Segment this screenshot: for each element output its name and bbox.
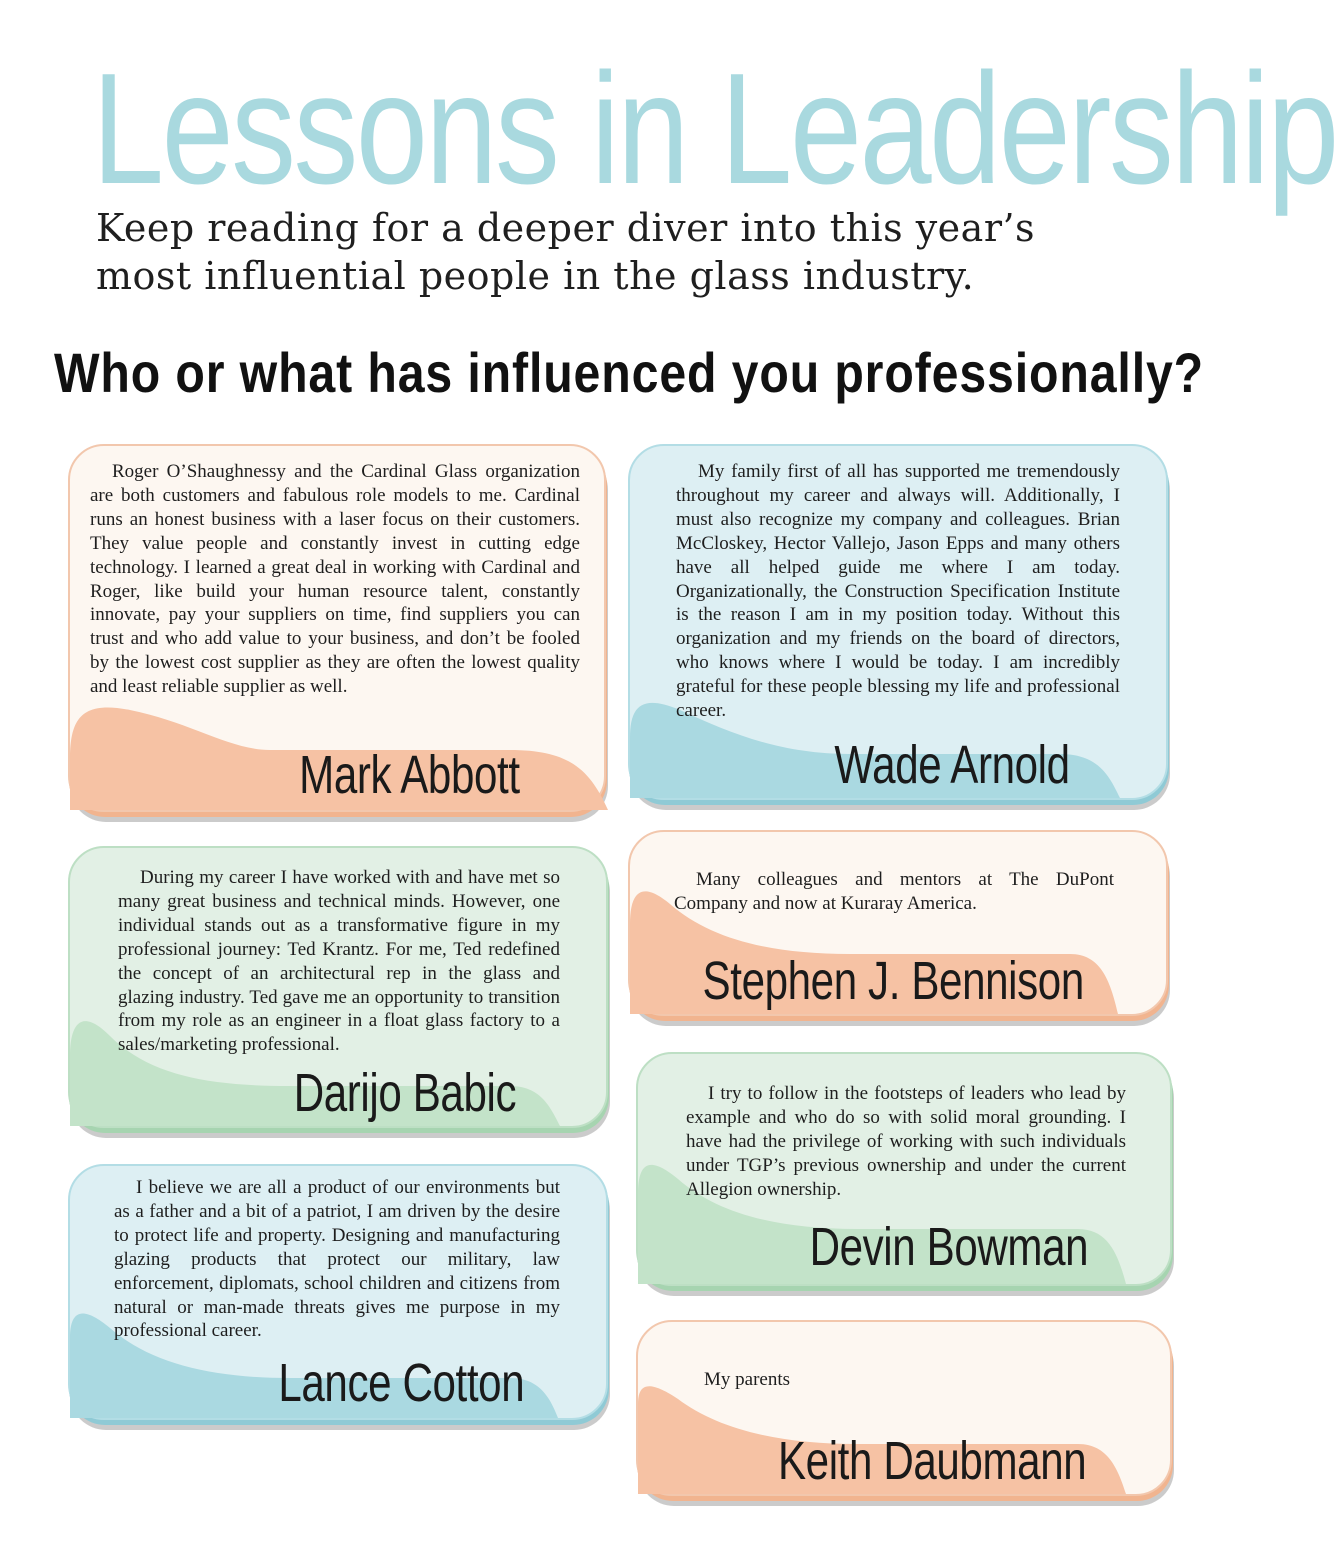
card-body	[68, 846, 608, 1128]
card-name: Stephen J. Bennison	[702, 951, 1084, 1011]
card-quote: During my career I have worked with and have met so many great business and technical minds. However, one individual stands out as a transformative figure in my professional journey: Ted Krantz. For me, Ted redefined the concept of an architectural rep in the glass and glazing industry. Ted gave me an opportunity to transition from my role as an engineer in a float glass factory to a sales/marketing professional.	[118, 867, 560, 1056]
page-subtitle: Keep reading for a deeper diver into this year’s most influential people in the glass industry.	[96, 206, 1036, 298]
card-body	[68, 1164, 608, 1420]
card-name: Darijo Babic	[293, 1063, 516, 1123]
profile-card-stephen-bennison	[628, 830, 1168, 1016]
profile-card-mark-abbott	[68, 444, 606, 812]
card-quote: Roger O’Shaughnessy and the Cardinal Glass organization are both customers and fabulous role models to me. Cardinal runs an honest business with a laser focus on their customers. They value people and constantly invest in cutting edge technology. I learned a great deal in working with Cardinal and Roger, like build your human resource talent, constantly innovate, pay your suppliers on time, find suppliers you can trust and who add value to your business, and don’t be fooled by the lowest cost supplier as they are often the lowest quality and least reliable supplier as well.	[90, 461, 580, 698]
section-question: Who or what has influenced you professionally?	[54, 341, 1205, 404]
card-body	[628, 830, 1168, 1016]
card-body	[68, 444, 606, 812]
card-quote: My parents	[704, 1369, 791, 1390]
card-name: Wade Arnold	[834, 735, 1070, 795]
card-body	[636, 1320, 1172, 1496]
page-title: Lessons in Leadership	[92, 41, 1337, 217]
profile-card-darijo-babic	[68, 846, 608, 1128]
card-quote: Many colleagues and mentors at The DuPont Company and now at Kuraray America.	[674, 869, 1114, 914]
profile-card-wade-arnold	[628, 444, 1168, 800]
card-quote: I try to follow in the footsteps of leaders who lead by example and who do so with solid moral grounding. I have had the privilege of working with such individuals under TGP’s previous ownership and under the current Allegion ownership.	[686, 1083, 1126, 1200]
profile-card-lance-cotton	[68, 1164, 608, 1420]
profile-card-keith-daubmann	[636, 1320, 1172, 1496]
card-quote: My family first of all has supported me tremendously throughout my career and always will. Additionally, I must also recognize my company and colleagues. Brian McCloskey, Hector Vallejo, Jason Epps and many others have all helped guide me where I am today. Organizationally, the Construction Specification Institute is the reason I am in my position today. Without this organization and my friends on the board of directors, who knows where I would be today. I am incredibly grateful for these people blessing my life and professional career.	[676, 461, 1120, 722]
card-name: Devin Bowman	[809, 1217, 1088, 1277]
card-name: Lance Cotton	[278, 1353, 524, 1413]
card-body	[636, 1052, 1172, 1286]
card-name: Keith Daubmann	[777, 1431, 1086, 1491]
card-quote: I believe we are all a product of our environments but as a father and a bit of a patriot, I am driven by the desire to protect life and property. Designing and manufacturing glazing products that protect our military, law enforcement, diplomats, school children and citizens from natural or man-made threats gives me purpose in my professional career.	[114, 1177, 560, 1342]
profile-card-devin-bowman	[636, 1052, 1172, 1286]
card-name: Mark Abbott	[299, 745, 520, 805]
card-body	[628, 444, 1168, 800]
